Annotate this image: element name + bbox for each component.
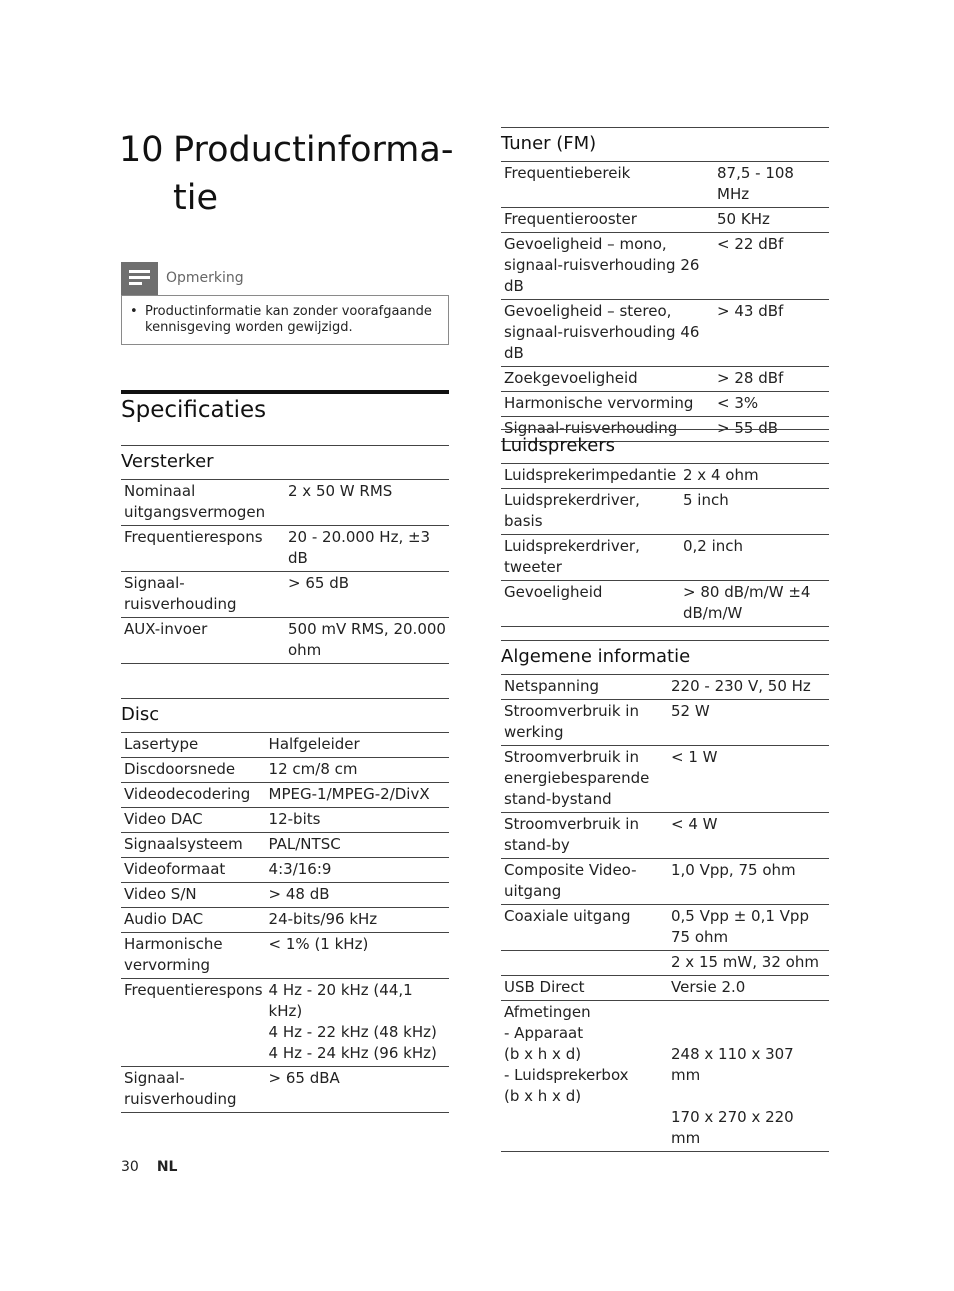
spec-value: 2 x 4 ohm — [680, 464, 829, 489]
spec-label: Videoformaat — [121, 858, 266, 883]
chapter-title — [119, 126, 459, 222]
spec-label: Harmonische vervorming — [121, 933, 266, 979]
spec-label: Frequentierespons — [121, 979, 266, 1067]
spec-value: PAL/NTSC — [266, 833, 449, 858]
table-row — [501, 1001, 829, 1152]
table-row — [121, 883, 449, 908]
table-row — [121, 618, 449, 664]
spec-value: 4 Hz - 20 kHz (44,1 kHz) 4 Hz - 22 kHz (48 kHz) 4 Hz - 24 kHz (96 kHz) — [266, 979, 449, 1067]
note-text: Productinformatie kan zonder voorafgaande kennisgeving worden gewijzigd. — [145, 304, 432, 335]
spec-label: Luidsprekerimpedantie — [501, 464, 680, 489]
page-number: 30 — [121, 1159, 139, 1175]
spec-value: < 1 W — [668, 746, 829, 813]
language-code: NL — [156, 1159, 178, 1175]
spec-value: 5 inch — [680, 489, 829, 535]
table-row — [501, 951, 829, 976]
spec-label: Nominaal uitgangsvermogen — [121, 480, 285, 526]
spec-value: > 65 dB — [285, 572, 449, 618]
spec-label: Stroomverbruik in werking — [501, 700, 668, 746]
spec-label: Frequentierooster — [501, 208, 714, 233]
spec-label: Signaal-ruisverhouding — [121, 1067, 266, 1113]
table-row — [501, 464, 829, 489]
spec-value: > 55 dB — [714, 417, 829, 442]
spec-value: 0,5 Vpp ± 0,1 Vpp 75 ohm — [668, 905, 829, 951]
spec-label: Signaal-ruisverhouding — [501, 417, 714, 442]
table-row — [501, 746, 829, 813]
table-row — [121, 858, 449, 883]
spec-label — [501, 951, 668, 976]
spec-value: > 65 dBA — [266, 1067, 449, 1113]
note-bullet: • — [130, 304, 138, 319]
table-row — [501, 976, 829, 1001]
table-row — [501, 162, 829, 208]
table-row — [121, 733, 449, 758]
spec-value: 87,5 - 108 MHz — [714, 162, 829, 208]
spec-value: > 48 dB — [266, 883, 449, 908]
table-row — [501, 233, 829, 300]
section-title: Versterker — [121, 445, 449, 480]
spec-label: Frequentiebereik — [501, 162, 714, 208]
table-row — [501, 859, 829, 905]
note-icon — [121, 262, 158, 295]
note-label: Opmerking — [166, 270, 244, 286]
spec-value: < 3% — [714, 392, 829, 417]
spec-value: Halfgeleider — [266, 733, 449, 758]
spec-label: AUX-invoer — [121, 618, 285, 664]
table-row — [501, 300, 829, 367]
section-versterker — [121, 445, 449, 664]
table-row — [501, 813, 829, 859]
spec-value: 12-bits — [266, 808, 449, 833]
table-row — [501, 581, 829, 627]
spec-label: Zoekgevoeligheid — [501, 367, 714, 392]
note-header — [121, 262, 449, 296]
spec-label: Frequentierespons — [121, 526, 285, 572]
table-row — [121, 979, 449, 1067]
spec-label: Discdoorsnede — [121, 758, 266, 783]
table-row — [501, 675, 829, 700]
spec-value: 500 mV RMS, 20.000 ohm — [285, 618, 449, 664]
table-row — [121, 808, 449, 833]
table-row — [121, 526, 449, 572]
spec-value: 1,0 Vpp, 75 ohm — [668, 859, 829, 905]
spec-label: Afmetingen - Apparaat (b x h x d) - Luidsprekerbox (b x h x d) — [501, 1001, 668, 1152]
spec-value: < 1% (1 kHz) — [266, 933, 449, 979]
spec-label: USB Direct — [501, 976, 668, 1001]
section-disc — [121, 698, 449, 1113]
section-title: Tuner (FM) — [501, 127, 829, 162]
spec-label: Luidsprekerdriver, tweeter — [501, 535, 680, 581]
table-row — [501, 208, 829, 233]
spec-value: 20 - 20.000 Hz, ±3 dB — [285, 526, 449, 572]
spec-value: > 28 dBf — [714, 367, 829, 392]
section-tuner — [501, 127, 829, 442]
spec-label: Signaal-ruisverhouding — [121, 572, 285, 618]
spec-table — [501, 675, 829, 1152]
spec-label: Coaxiale uitgang — [501, 905, 668, 951]
table-row — [121, 572, 449, 618]
chapter-number: 10 — [119, 130, 164, 170]
table-row — [121, 758, 449, 783]
spec-label: Netspanning — [501, 675, 668, 700]
spec-value: Versie 2.0 — [668, 976, 829, 1001]
spec-value: 24-bits/96 kHz — [266, 908, 449, 933]
spec-label: Composite Video-uitgang — [501, 859, 668, 905]
spec-label: Lasertype — [121, 733, 266, 758]
spec-label: Signaalsysteem — [121, 833, 266, 858]
table-row — [501, 905, 829, 951]
spec-label: Video S/N — [121, 883, 266, 908]
section-algemeen — [501, 640, 829, 1152]
spec-value: 2 x 15 mW, 32 ohm — [668, 951, 829, 976]
spec-label: Video DAC — [121, 808, 266, 833]
spec-value: MPEG-1/MPEG-2/DivX — [266, 783, 449, 808]
table-row — [501, 535, 829, 581]
chapter-title-line1: Productinforma- — [173, 130, 454, 170]
spec-table — [501, 464, 829, 627]
table-row — [501, 489, 829, 535]
spec-value: 12 cm/8 cm — [266, 758, 449, 783]
spec-label: Audio DAC — [121, 908, 266, 933]
specs-title: Specificaties — [121, 397, 267, 423]
spec-value: 220 - 230 V, 50 Hz — [668, 675, 829, 700]
table-row — [121, 783, 449, 808]
table-row — [501, 367, 829, 392]
table-row — [501, 700, 829, 746]
spec-value: < 22 dBf — [714, 233, 829, 300]
spec-label: Gevoeligheid – stereo, signaal-ruisverhouding 46 dB — [501, 300, 714, 367]
specs-rule — [121, 390, 449, 394]
spec-label: Gevoeligheid — [501, 581, 680, 627]
note-box — [121, 295, 449, 345]
spec-value: < 4 W — [668, 813, 829, 859]
spec-table — [121, 480, 449, 664]
section-title: Disc — [121, 698, 449, 733]
spec-value: 4:3/16:9 — [266, 858, 449, 883]
page-footer — [121, 1159, 177, 1175]
spec-value: 0,2 inch — [680, 535, 829, 581]
spec-value: 50 KHz — [714, 208, 829, 233]
table-row — [121, 908, 449, 933]
table-row — [121, 933, 449, 979]
spec-table — [121, 733, 449, 1113]
spec-value: 52 W — [668, 700, 829, 746]
spec-label: Stroomverbruik in energiebesparende stand-bystand — [501, 746, 668, 813]
spec-label: Luidsprekerdriver, basis — [501, 489, 680, 535]
spec-value: > 43 dBf — [714, 300, 829, 367]
spec-value: 248 x 110 x 307 mm 170 x 270 x 220 mm — [668, 1001, 829, 1152]
table-row — [121, 1067, 449, 1113]
section-luidsprekers — [501, 429, 829, 627]
spec-value: 2 x 50 W RMS — [285, 480, 449, 526]
spec-label: Gevoeligheid – mono, signaal-ruisverhouding 26 dB — [501, 233, 714, 300]
section-title: Algemene informatie — [501, 640, 829, 675]
spec-label: Harmonische vervorming — [501, 392, 714, 417]
chapter-title-line2: tie — [173, 178, 218, 218]
spec-table — [501, 162, 829, 442]
spec-value: > 80 dB/m/W ±4 dB/m/W — [680, 581, 829, 627]
table-row — [121, 833, 449, 858]
section-title: Luidsprekers — [501, 429, 829, 464]
table-row — [501, 392, 829, 417]
table-row — [121, 480, 449, 526]
spec-label: Videodecodering — [121, 783, 266, 808]
spec-label: Stroomverbruik in stand-by — [501, 813, 668, 859]
